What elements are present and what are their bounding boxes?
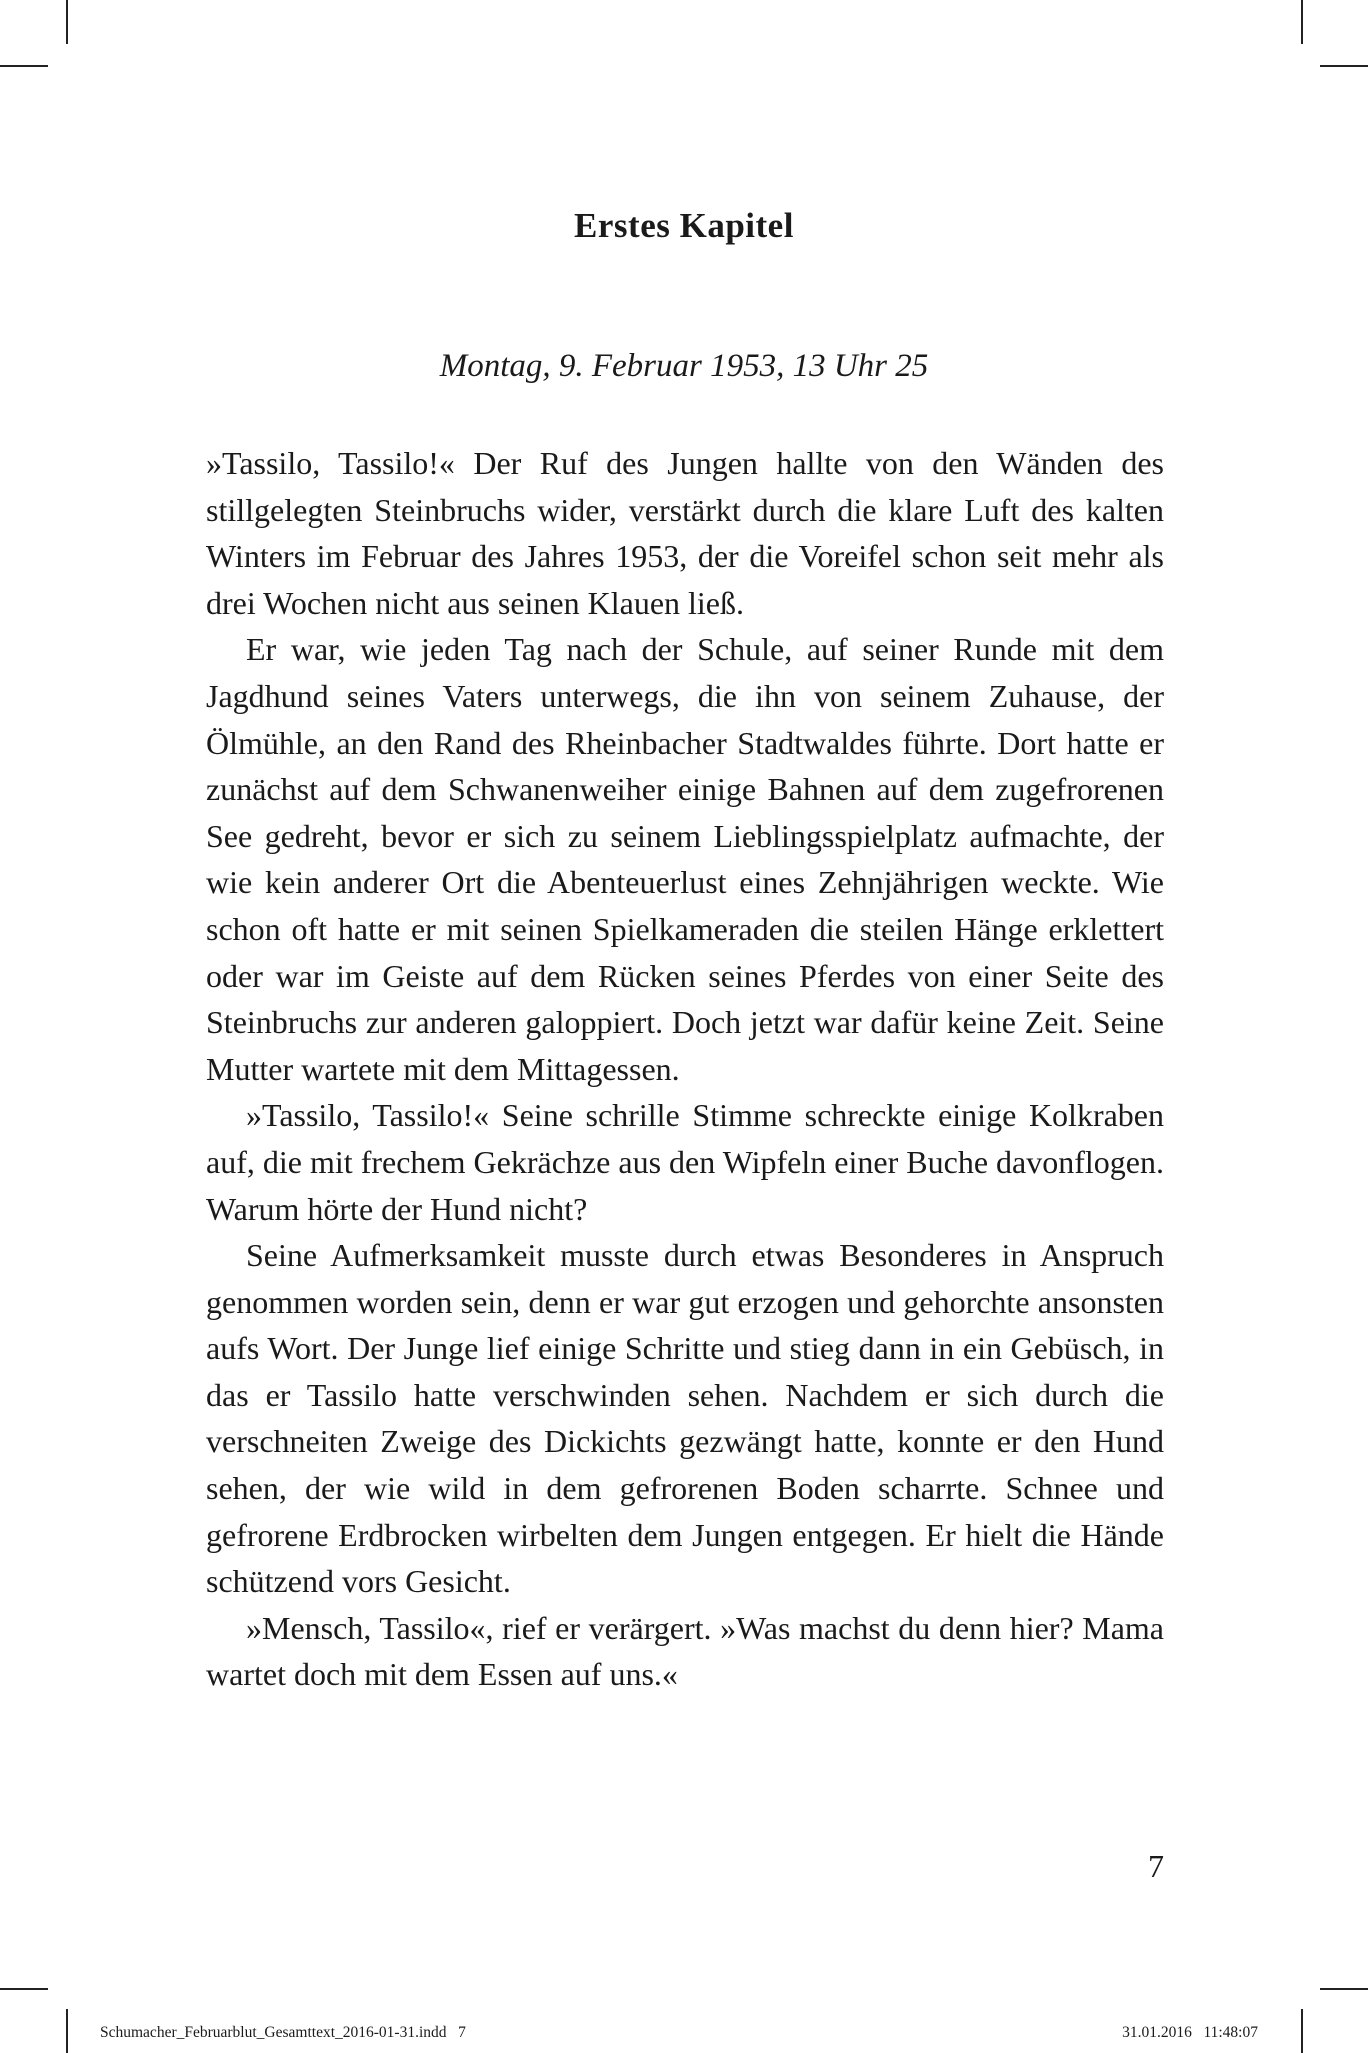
crop-mark-bottom-right	[1301, 2009, 1303, 2053]
crop-mark-top-right	[1301, 0, 1303, 44]
body-text	[206, 440, 1164, 1698]
crop-mark-top-left-h	[0, 65, 48, 67]
paragraph: Er war, wie jeden Tag nach der Schule, auf seiner Runde mit dem Jagdhund seines Vaters unterwegs, die ihn von seinem Zuhause, der Ölmühle, an den Rand des Rheinbacher Stadtwaldes führte. Dort hatte er zunächst auf dem Schwanenweiher einige Bahnen auf dem zugefrorenen See gedreht, bevor er sich zu seinem Lieblingsspielplatz aufmachte, der wie kein anderer Ort die Abenteuerlust eines Zehnjährigen weckte. Wie schon oft hatte er mit seinen Spielkameraden die steilen Hänge erklettert oder war im Geiste auf dem Rücken seines Pferdes von einer Seite des Steinbruchs zur anderen galoppiert. Doch jetzt war dafür keine Zeit. Seine Mutter wartete mit dem Mittagessen.	[206, 631, 1164, 1087]
crop-mark-bottom-left-h	[0, 1988, 48, 1990]
crop-mark-bottom-left	[66, 2009, 68, 2053]
chapter-dateline: Montag, 9. Februar 1953, 13 Uhr 25	[439, 348, 929, 384]
chapter-title: Erstes Kapitel	[574, 206, 794, 245]
paragraph: »Tassilo, Tassilo!« Der Ruf des Jungen hallte von den Wänden des stillgelegten Steinbruchs wider, verstärkt durch die klare Luft des kalten Winters im Februar des Jahres 1953, der die Voreifel schon seit mehr als drei Wochen nicht aus seinen Klauen ließ.	[206, 445, 1164, 621]
paragraph: Seine Aufmerksamkeit musste durch etwas Besonderes in Anspruch genommen worden sein, denn er war gut erzogen und gehorchte ansonsten aufs Wort. Der Junge lief einige Schritte und stieg dann in ein Gebüsch, in das er Tassilo hatte verschwinden sehen. Nachdem er sich durch die verschneiten Zweige des Dickichts gezwängt hatte, konnte er den Hund sehen, der wie wild in dem gefrorenen Boden scharrte. Schnee und gefrorene Erdbrocken wirbelten dem Jungen entgegen. Er hielt die Hände schützend vors Gesicht.	[206, 1237, 1164, 1600]
slug-file-name: Schumacher_Februarblut_Gesamttext_2016-01-31.indd 7	[100, 2024, 466, 2041]
crop-mark-top-left	[66, 0, 68, 44]
crop-mark-bottom-right-h	[1320, 1988, 1368, 1990]
crop-mark-top-right-h	[1320, 65, 1368, 67]
slug-timestamp: 31.01.2016 11:48:07	[1122, 2024, 1258, 2041]
paragraph: »Tassilo, Tassilo!« Seine schrille Stimme schreckte einige Kolkraben auf, die mit frechem Gekrächze aus den Wipfeln einer Buche davonflogen. Warum hörte der Hund nicht?	[206, 1097, 1164, 1227]
page-number: 7	[1148, 1848, 1164, 1884]
paragraph: »Mensch, Tassilo«, rief er verärgert. »Was machst du denn hier? Mama wartet doch mit dem Essen auf uns.«	[206, 1609, 1164, 1693]
